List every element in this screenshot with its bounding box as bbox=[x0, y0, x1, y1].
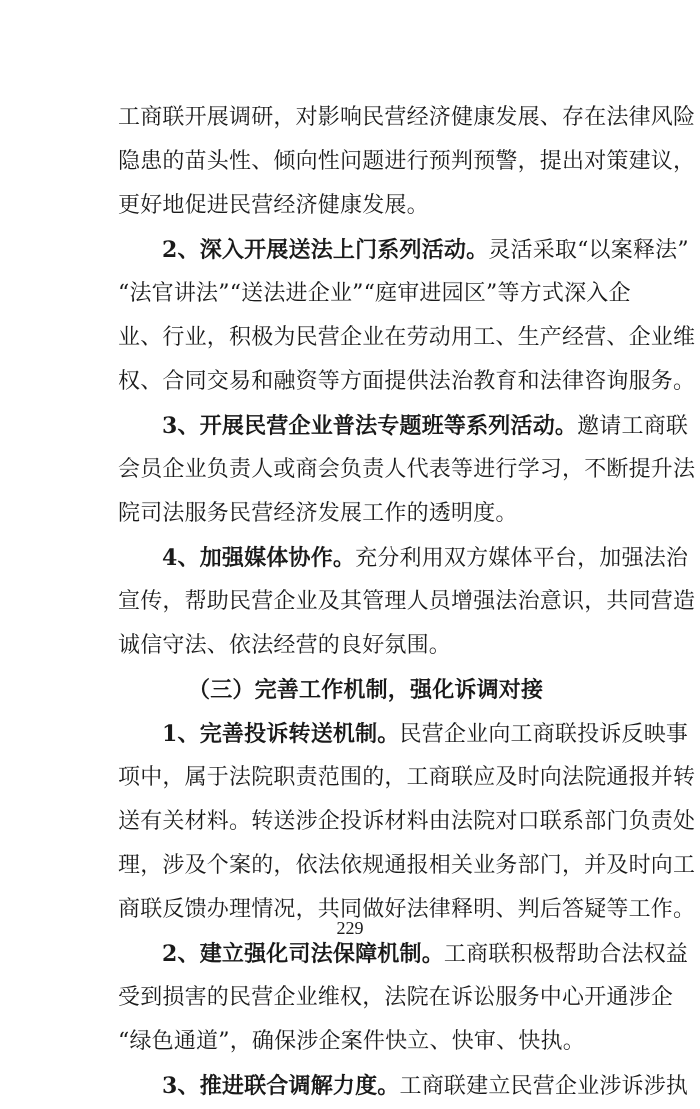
item-title: 2、建立强化司法保障机制。 bbox=[162, 941, 444, 967]
text-line bbox=[118, 1064, 689, 1108]
item-title: 3、开展民营企业普法专题班等系列活动。 bbox=[162, 413, 578, 439]
text-line: 工商联开展调研，对影响民营经济健康发展、存在法律风险 bbox=[118, 105, 696, 130]
text-line: 隐患的苗头性、倾向性问题进行预判预警，提出对策建议， bbox=[118, 149, 696, 174]
text-line bbox=[118, 712, 689, 756]
paragraph-judicial-protection bbox=[118, 932, 689, 1064]
text-line: “法官讲法”“送法进企业”“庭审进园区”等方式深入企 bbox=[118, 281, 631, 306]
item-text: 邀请工商联 bbox=[577, 414, 689, 439]
page-number: 229 bbox=[336, 918, 364, 938]
text-line: 商联反馈办理情况，共同做好法律释明、判后答疑等工作。 bbox=[118, 897, 696, 922]
item-text: 工商联建立民营企业涉诉涉执 bbox=[399, 1074, 689, 1099]
paragraph-joint-mediation bbox=[118, 1064, 689, 1108]
paragraph-law-delivery bbox=[118, 228, 696, 404]
text-line: 更好地促进民营经济健康发展。 bbox=[118, 193, 429, 218]
text-line: 宣传，帮助民营企业及其管理人员增强法治意识，共同营造 bbox=[118, 589, 696, 614]
item-text: 民营企业向工商联投诉反映事 bbox=[399, 722, 689, 747]
paragraph-media bbox=[118, 536, 696, 668]
text-line: 诚信守法、依法经营的良好氛围。 bbox=[118, 633, 452, 658]
text-line: 业、行业，积极为民营企业在劳动用工、生产经营、企业维 bbox=[118, 325, 696, 350]
item-title: 2、深入开展送法上门系列活动。 bbox=[162, 237, 489, 263]
text-line: 理，涉及个案的，依法依规通报相关业务部门，并及时向工 bbox=[118, 853, 696, 878]
item-title: 3、推进联合调解力度。 bbox=[162, 1073, 400, 1099]
paragraph-training-class bbox=[118, 404, 696, 536]
item-title: 4、加强媒体协作。 bbox=[162, 545, 356, 571]
text-line: 项中，属于法院职责范围的，工商联应及时向法院通报并转 bbox=[118, 765, 696, 790]
text-line: 权、合同交易和融资等方面提供法治教育和法律咨询服务。 bbox=[118, 369, 696, 394]
item-text: 充分利用双方媒体平台，加强法治 bbox=[355, 546, 689, 571]
item-text: 灵活采取“以案释法” bbox=[488, 238, 689, 263]
text-line bbox=[118, 228, 689, 272]
text-line: “绿色通道”，确保涉企案件快立、快审、快执。 bbox=[118, 1029, 585, 1054]
text-line: 会员企业负责人或商会负责人代表等进行学习，不断提升法 bbox=[118, 457, 696, 482]
text-line: 送有关材料。转送涉企投诉材料由法院对口联系部门负责处 bbox=[118, 809, 696, 834]
text-line bbox=[118, 404, 689, 448]
item-title: 1、完善投诉转送机制。 bbox=[162, 721, 400, 747]
text-line bbox=[118, 536, 689, 580]
section-heading: （三）完善工作机制，强化诉调对接 bbox=[188, 677, 544, 703]
text-line: 院司法服务民营经济发展工作的透明度。 bbox=[118, 501, 518, 526]
item-text: 工商联积极帮助合法权益 bbox=[443, 942, 689, 967]
paragraph-complaint-transfer bbox=[118, 712, 696, 932]
paragraph-research bbox=[118, 96, 696, 228]
text-line: 受到损害的民营企业维权，法院在诉讼服务中心开通涉企 bbox=[118, 985, 674, 1010]
